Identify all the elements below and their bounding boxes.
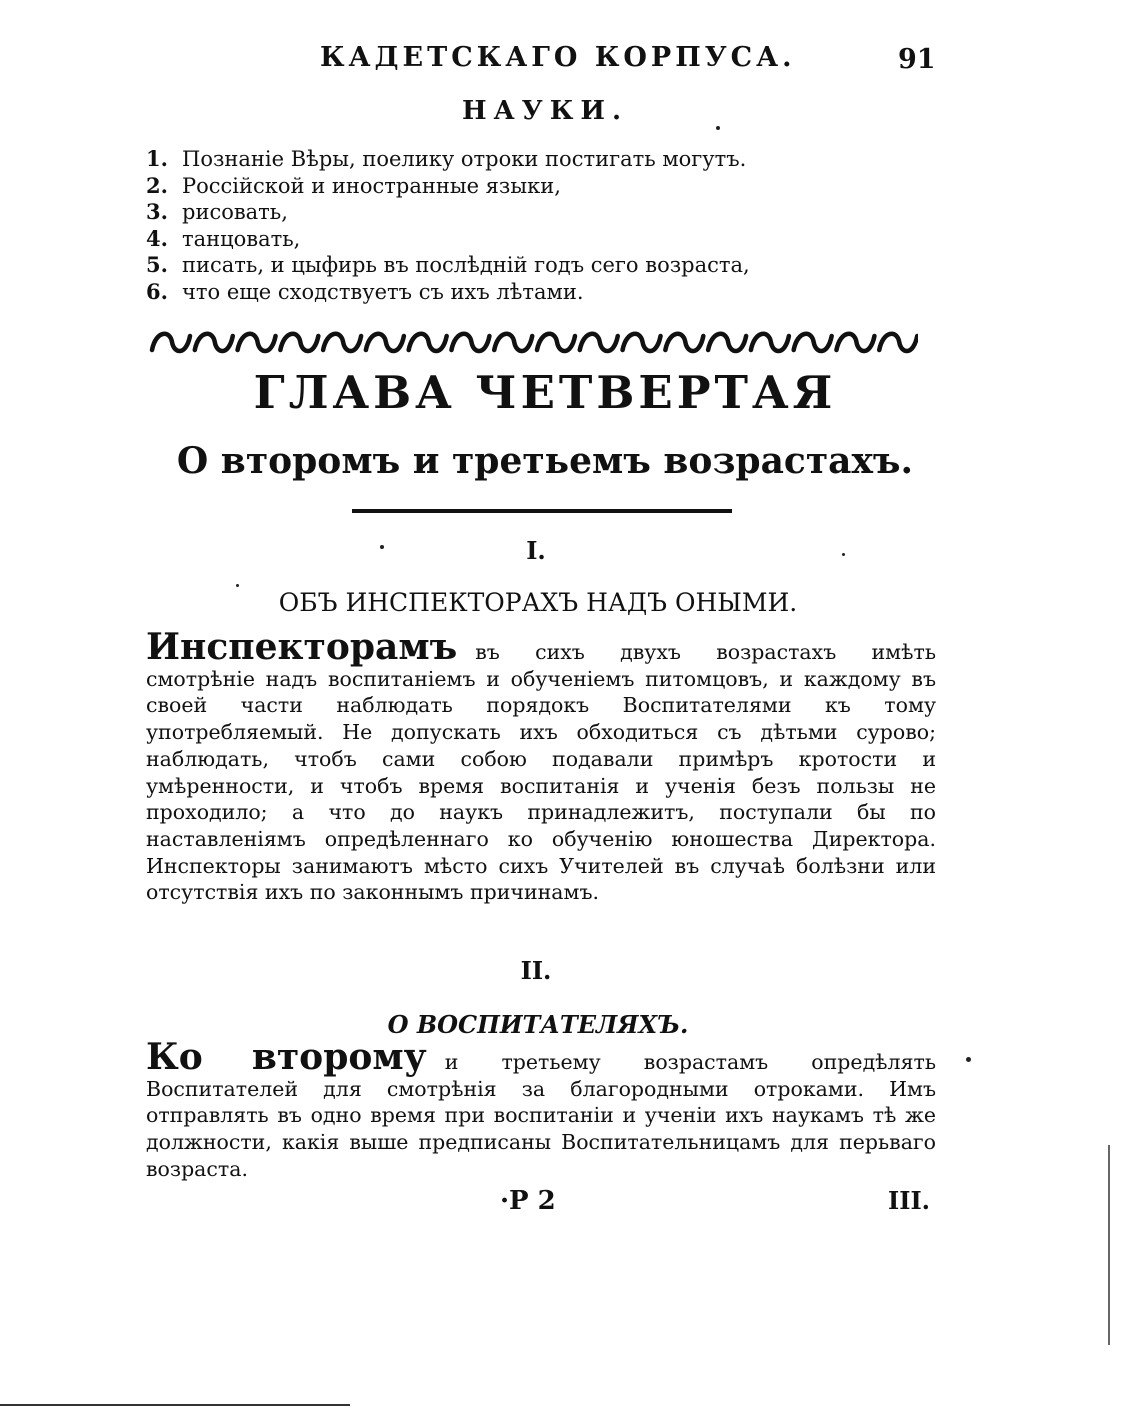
list-item-text: танцовать, bbox=[182, 226, 301, 251]
running-title: КАДЕТСКАГО КОРПУСА. bbox=[320, 42, 796, 73]
ornament-scroll bbox=[280, 334, 318, 351]
list-item-text: Россійской и иностранные языки, bbox=[182, 173, 561, 198]
list-item bbox=[146, 226, 946, 253]
list-item-text: писать, и цыфирь въ послѣдній годъ сего возраста, bbox=[182, 253, 750, 277]
scan-edge-line bbox=[0, 1404, 350, 1406]
ink-speck bbox=[716, 126, 720, 130]
ornament-scroll bbox=[879, 334, 917, 351]
running-head bbox=[0, 42, 1140, 82]
ornament-scroll bbox=[836, 334, 874, 351]
section-paragraph bbox=[146, 1036, 937, 1183]
list-item-number: 3. bbox=[146, 199, 168, 224]
ink-speck bbox=[966, 1057, 971, 1062]
chapter-subtitle: О второмъ и третьемъ возрастахъ. bbox=[176, 440, 914, 482]
ink-speck bbox=[842, 553, 845, 556]
ornament-scroll bbox=[238, 334, 276, 351]
list-item-number: 1. bbox=[146, 146, 168, 171]
list-item-number: 4. bbox=[146, 225, 168, 251]
section-paragraph bbox=[146, 626, 936, 906]
ornament-scroll bbox=[751, 334, 789, 351]
ornament-scroll bbox=[451, 334, 489, 351]
ornament-divider bbox=[148, 326, 918, 358]
section-number: I. bbox=[526, 536, 546, 565]
scan-edge-line bbox=[1108, 1145, 1110, 1345]
ornament-scroll bbox=[623, 334, 661, 351]
ornament-scroll bbox=[794, 334, 832, 351]
list-item-text: Познаніе Вѣры, поелику отроки постигать могутъ. bbox=[182, 147, 747, 171]
paragraph-body: и третьему возрастамъ опредѣлять Воспитателей для смотрѣнія за благородными отроками. Имъ отправлять въ одно время при воспитаніи и ученіи ихъ наукамъ тѣ же должности, какія выше предписаны Воспитательницамъ для перьваго возраста. bbox=[146, 1050, 937, 1181]
heading-rule bbox=[352, 509, 732, 513]
chapter-title: ГЛАВА ЧЕТВЕРТАЯ bbox=[253, 366, 837, 419]
list-item bbox=[146, 173, 946, 200]
ink-speck bbox=[236, 584, 239, 587]
section-title: О ВОСПИТАТЕЛЯХЪ. bbox=[387, 1010, 689, 1039]
ornament-scroll bbox=[665, 334, 703, 351]
section-number: II. bbox=[520, 956, 552, 985]
ornament-scroll bbox=[323, 334, 361, 351]
paragraph-body: въ сихъ двухъ возрастахъ имѣть смотрѣніе надъ воспитаніемъ и обученіемъ питомцовъ, и каждому въ своей части наблюдать порядокъ Воспитателями къ тому употребляемый. Не допускать ихъ обходиться съ дѣтьми сурово; наблюдать, чтобъ сами собою подавали примѣръ кротости и умѣренности, и чтобъ время воспитанія и ученія безъ пользы не проходило; а что до наукъ принадлежитъ, поступали бы по наставленіямъ опредѣленнаго ко обученію юношества Директора. Инспекторы занимаютъ мѣсто сихъ Учителей въ случаѣ болѣзни или отсутствія ихъ по законнымъ причинамъ. bbox=[146, 640, 936, 905]
ornament-scroll bbox=[195, 334, 233, 351]
sciences-heading: НАУКИ. bbox=[461, 96, 629, 126]
ink-speck bbox=[380, 545, 384, 549]
ornament-scroll bbox=[537, 334, 575, 351]
list-item-text: что еще сходствуетъ съ ихъ лѣтами. bbox=[182, 279, 584, 304]
list-item-number: 2. bbox=[146, 172, 168, 198]
paragraph-lead-word: Инспекторамъ bbox=[146, 626, 458, 668]
ornament-scroll bbox=[494, 334, 532, 351]
list-item bbox=[146, 252, 946, 279]
ornament-scroll bbox=[580, 334, 618, 351]
list-item bbox=[146, 199, 946, 226]
ornament-scroll bbox=[409, 334, 447, 351]
catchword: III. bbox=[888, 1186, 931, 1215]
paragraph-lead-word: Ко второму bbox=[146, 1036, 427, 1078]
list-item-number: 6. bbox=[146, 278, 168, 304]
list-item bbox=[146, 279, 946, 306]
signature-mark: ·Р 2 bbox=[500, 1186, 556, 1216]
ornament-scroll bbox=[708, 334, 746, 351]
page-number: 91 bbox=[898, 44, 936, 75]
ornament-scroll bbox=[152, 334, 190, 351]
list-item-text: рисовать, bbox=[182, 200, 288, 224]
list-item-number: 5. bbox=[146, 252, 168, 277]
section-title: ОБЪ ИНСПЕКТОРАХЪ НАДЪ ОНЫМИ. bbox=[278, 588, 798, 617]
list-item bbox=[146, 146, 946, 173]
ornament-scroll bbox=[366, 334, 404, 351]
sciences-list bbox=[146, 146, 946, 305]
